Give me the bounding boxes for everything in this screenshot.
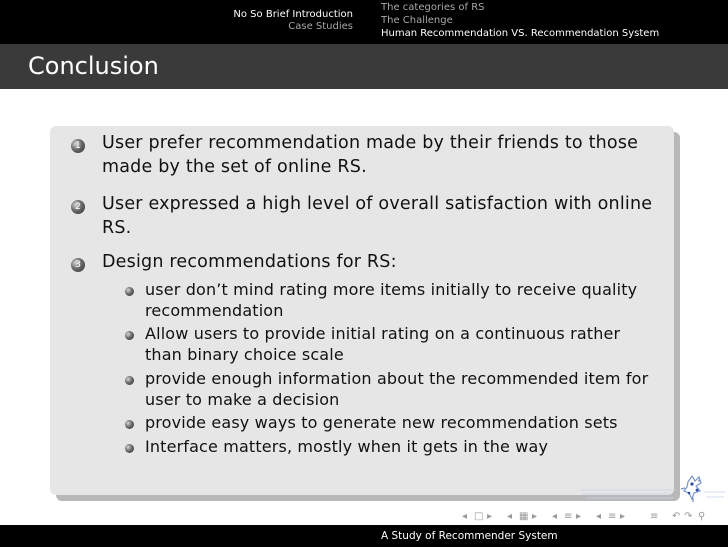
- nav-subsection-right-icon[interactable]: ▸: [532, 511, 538, 522]
- section-link-case-studies[interactable]: Case Studies: [288, 21, 353, 32]
- conclusion-2-line-1: User expressed a high level of overall satisfaction with online: [102, 194, 653, 214]
- conclusion-3-line-1: Design recommendations for RS:: [102, 252, 397, 272]
- nav-section-left-icon[interactable]: ◂: [552, 511, 558, 522]
- subsection-link-human-vs-rs[interactable]: Human Recommendation VS. Recommendation System: [381, 28, 660, 39]
- beamer-navigation-symbols: [462, 510, 728, 524]
- bullet-icon: [125, 376, 134, 385]
- nav-subsection-icon[interactable]: ▦: [519, 511, 529, 522]
- design-rec-2-line-1: Allow users to provide initial rating on a continuous rather: [145, 324, 621, 343]
- footer-bar: [0, 525, 728, 547]
- design-rec-3-line-2: user to make a decision: [145, 390, 340, 409]
- bullet-icon: [125, 444, 134, 453]
- design-rec-5-line-1: Interface matters, mostly when it gets in the way: [145, 437, 549, 456]
- nav-subsection-left-icon[interactable]: ◂: [507, 511, 513, 522]
- nav-doc-left-icon[interactable]: ◂: [596, 511, 602, 522]
- design-rec-1-line-2: recommendation: [145, 301, 284, 320]
- design-rec-2-line-2: than binary choice scale: [145, 345, 344, 364]
- enum-number-2: 2: [71, 200, 85, 214]
- nav-right-arrow-icon[interactable]: ▸: [487, 511, 493, 522]
- section-list: [0, 0, 362, 44]
- design-rec-3-line-1: provide enough information about the recommended item for: [145, 369, 649, 388]
- subsection-link-challenge[interactable]: The Challenge: [381, 15, 453, 26]
- section-link-introduction[interactable]: No So Brief Introduction: [233, 9, 353, 20]
- bullet-icon: [125, 287, 134, 296]
- conclusion-1-line-2: made by the set of online RS.: [102, 157, 367, 177]
- subsection-link-categories[interactable]: The categories of RS: [381, 2, 485, 13]
- bullet-icon: [125, 420, 134, 429]
- footer-title: A Study of Recommender System: [381, 530, 558, 542]
- conclusion-1-line-1: User prefer recommendation made by their friends to those: [102, 133, 639, 153]
- nav-section-icon[interactable]: ≡: [564, 511, 573, 522]
- nav-align-icon[interactable]: ≡: [650, 511, 659, 522]
- header-navigation-bar: [0, 0, 728, 44]
- conclusion-box: [50, 126, 674, 495]
- design-rec-4-line-1: provide easy ways to generate new recommendation sets: [145, 413, 618, 432]
- nav-section-right-icon[interactable]: ▸: [576, 511, 582, 522]
- nav-forward-icon[interactable]: ↷: [684, 511, 693, 522]
- design-rec-1-line-1: user don’t mind rating more items initially to receive quality: [145, 280, 638, 299]
- enum-number-3: 3: [71, 258, 85, 272]
- frame-title: Conclusion: [28, 52, 159, 80]
- nav-left-arrow-icon[interactable]: ◂: [462, 511, 468, 522]
- nav-back-icon[interactable]: ↶: [672, 511, 681, 522]
- conclusion-2-line-2: RS.: [102, 218, 132, 238]
- nav-frame-icon[interactable]: □: [474, 511, 484, 522]
- subsection-list: [381, 0, 728, 44]
- nav-doc-icon[interactable]: ≡: [608, 511, 617, 522]
- enum-number-1: 1: [71, 139, 85, 153]
- bullet-icon: [125, 331, 134, 340]
- nav-search-icon[interactable]: ⚲: [698, 511, 706, 522]
- university-logo-icon: [578, 472, 728, 508]
- nav-doc-right-icon[interactable]: ▸: [620, 511, 626, 522]
